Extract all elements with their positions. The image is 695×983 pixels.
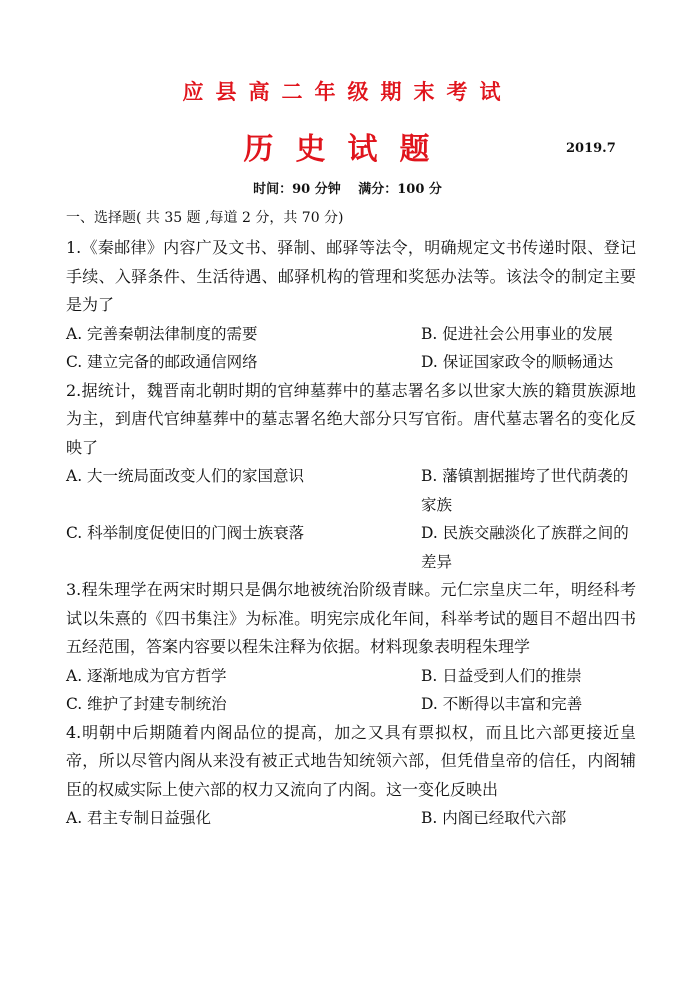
option-c: C. 维护了封建专制统治 <box>66 695 227 713</box>
question-3 <box>66 576 636 719</box>
option-b: B. 日益受到人们的推崇 <box>421 666 582 685</box>
exam-title: 应县高二年级期末考试 <box>182 80 513 104</box>
question-content <box>66 207 636 833</box>
option-c: C. 建立完备的邮政通信网络 <box>66 353 258 371</box>
question-stem: 3.程朱理学在两宋时期只是偶尔地被统治阶级青睐。元仁宗皇庆二年，明经科考试以朱熹的《四书集注》为标准。明宪宗成化年间，科举考试的题目不超出四书五经范围，答案内容要以程朱注释为依据。材料现象表明程朱理学 <box>66 580 636 656</box>
question-stem: 4.明朝中后期随着内阁品位的提高，加之又具有票拟权，而且比六部更接近皇帝，所以尽管内阁从来没有被正式地告知统领六部，但凭借皇帝的信任，内阁辅臣的权威实际上使六部的权力又流向了内阁。这一变化反映出 <box>66 722 636 799</box>
option-c: C. 科举制度促使旧的门阀士族衰落 <box>66 524 305 542</box>
option-d: D. 民族交融淡化了族群之间的差异 <box>421 524 629 571</box>
option-a: A. 完善秦朝法律制度的需要 <box>66 324 258 343</box>
question-stem: 2.据统计，魏晋南北朝时期的官绅墓葬中的墓志署名多以世家大族的籍贯族源地为主，到唐代官绅墓葬中的墓志署名绝大部分只写官衔。唐代墓志署名的变化反映了 <box>66 380 636 457</box>
option-d: D. 保证国家政令的顺畅通达 <box>421 353 614 371</box>
option-a: A. 君主专制日益强化 <box>66 809 212 827</box>
option-list <box>66 662 636 719</box>
option-b: B. 藩镇割据摧垮了世代荫袭的家族 <box>421 467 629 514</box>
option-b: B. 内阁已经取代六部 <box>421 809 567 827</box>
exam-date: 2019.7 <box>566 141 616 156</box>
time-and-score-info: 时间：90 分钟 满分：100 分 <box>253 182 442 197</box>
option-b: B. 促进社会公用事业的发展 <box>421 324 613 343</box>
option-list <box>66 462 636 576</box>
option-a: A. 大一统局面改变人们的家国意识 <box>66 467 305 485</box>
option-list <box>66 804 636 833</box>
section-header: 一、选择题( 共 35 题 ,每道 2 分，共 70 分) <box>66 210 344 226</box>
question-4 <box>66 719 636 833</box>
option-d: D. 不断得以丰富和完善 <box>421 695 583 713</box>
subject-title: 历史试题 <box>243 132 452 167</box>
option-list <box>66 320 636 377</box>
question-2 <box>66 377 636 577</box>
option-a: A. 逐渐地成为官方哲学 <box>66 666 227 685</box>
question-stem: 1.《秦邮律》内容广及文书、驿制、邮驿等法令，明确规定文书传递时限、登记手续、入驿条件、生活待遇、邮驿机构的管理和奖惩办法等。该法令的制定主要是为了 <box>66 238 636 314</box>
question-1 <box>66 234 636 377</box>
